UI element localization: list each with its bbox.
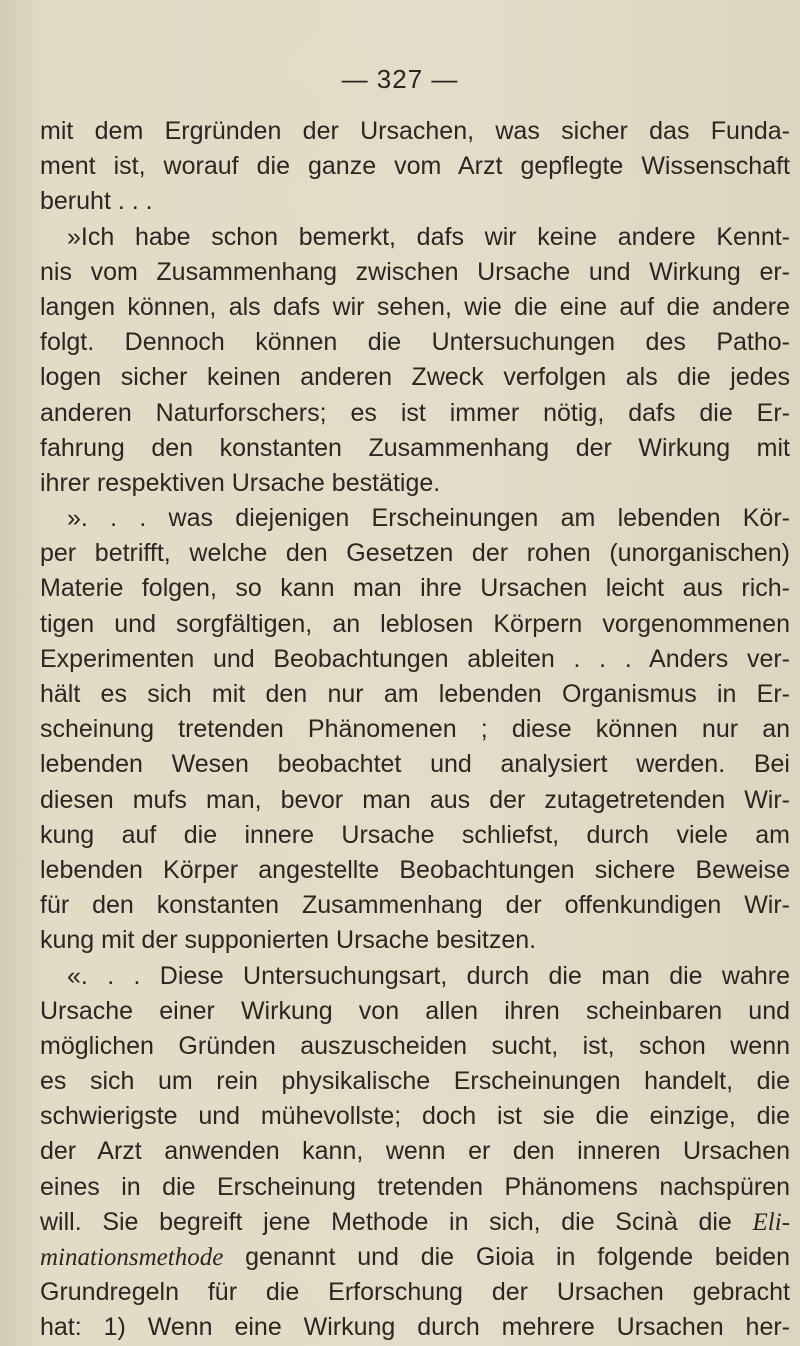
text-line: beruht . . .	[40, 187, 153, 216]
text-line: diesen mufs man, bevor man aus der zutagetretenden Wir-	[40, 785, 790, 814]
text-line: schwierigste und mühevollste; doch ist sie die einzige, die	[40, 1102, 790, 1131]
text-line: kung auf die innere Ursache schliefst, durch viele am	[40, 820, 790, 849]
text-line: «. . . Diese Untersuchungsart, durch die man die wahre	[67, 961, 790, 990]
text-line	[40, 1240, 790, 1275]
text-line: ment ist, worauf die ganze vom Arzt gepflegte Wissenschaft	[40, 152, 790, 181]
italic-term: minationsmethode	[40, 1244, 224, 1271]
text-line: tigen und sorgfältigen, an leblosen Körpern vorgenommenen	[40, 609, 790, 638]
text-line: hat: 1) Wenn eine Wirkung durch mehrere Ursachen her-	[40, 1313, 790, 1342]
text-line: langen können, als dafs wir sehen, wie die eine auf die andere	[40, 292, 790, 321]
text-line: logen sicher keinen anderen Zweck verfolgen als die jedes	[40, 363, 790, 392]
text-line: kung mit der supponierten Ursache besitzen.	[40, 926, 537, 955]
text-line: lebenden Körper angestellte Beobachtungen sichere Beweise	[40, 855, 790, 884]
text-line: mit dem Ergründen der Ursachen, was sicher das Funda-	[40, 117, 790, 145]
body-text	[40, 114, 790, 1346]
text-segment: genannt und die Gioia in folgende beiden	[223, 1243, 790, 1271]
text-line: lebenden Wesen beobachtet und analysiert werden. Bei	[40, 750, 790, 779]
text-line: eines in die Erscheinung tretenden Phänomens nachspüren	[40, 1172, 790, 1201]
text-line: per betrifft, welche den Gesetzen der rohen (unorganischen)	[40, 539, 790, 568]
text-line: »Ich habe schon bemerkt, dafs wir keine andere Kennt-	[67, 222, 790, 251]
text-segment: will. Sie begreift jene Methode in sich, die Scinà die	[40, 1207, 732, 1236]
text-line: ». . . was diejenigen Erscheinungen am lebenden Kör-	[67, 504, 790, 533]
text-line: Experimenten und Beobachtungen ableiten . . . Anders ver-	[40, 644, 790, 673]
text-line: scheinung tretenden Phänomenen ; diese können nur an	[40, 715, 790, 744]
text-line: Materie folgen, so kann man ihre Ursachen leicht aus rich-	[40, 574, 790, 603]
text-line: hält es sich mit den nur am lebenden Organismus in Er-	[40, 680, 790, 708]
text-line: der Arzt anwenden kann, wenn er den inneren Ursachen	[40, 1137, 790, 1166]
text-line: fahrung den konstanten Zusammenhang der Wirkung mit	[40, 433, 790, 462]
text-line: Grundregeln für die Erforschung der Ursachen gebracht	[40, 1278, 790, 1307]
text-line: nis vom Zusammenhang zwischen Ursache und Wirkung er-	[40, 257, 790, 286]
text-line: folgt. Dennoch können die Untersuchungen des Patho-	[40, 328, 790, 357]
text-line: Ursache einer Wirkung von allen ihren scheinbaren und	[40, 996, 790, 1025]
text-line: für den konstanten Zusammenhang der offenkundigen Wir-	[40, 891, 790, 920]
text-line	[40, 1205, 790, 1240]
text-line: möglichen Gründen auszuscheiden sucht, ist, schon wenn	[40, 1031, 790, 1060]
page-number: — 327 —	[341, 64, 459, 94]
text-line: es sich um rein physikalische Erscheinungen handelt, die	[40, 1067, 790, 1096]
italic-term: Eli-	[752, 1208, 790, 1236]
text-line: anderen Naturforschers; es ist immer nötig, dafs die Er-	[40, 398, 790, 427]
text-line: ihrer respektiven Ursache bestätige.	[40, 468, 441, 497]
